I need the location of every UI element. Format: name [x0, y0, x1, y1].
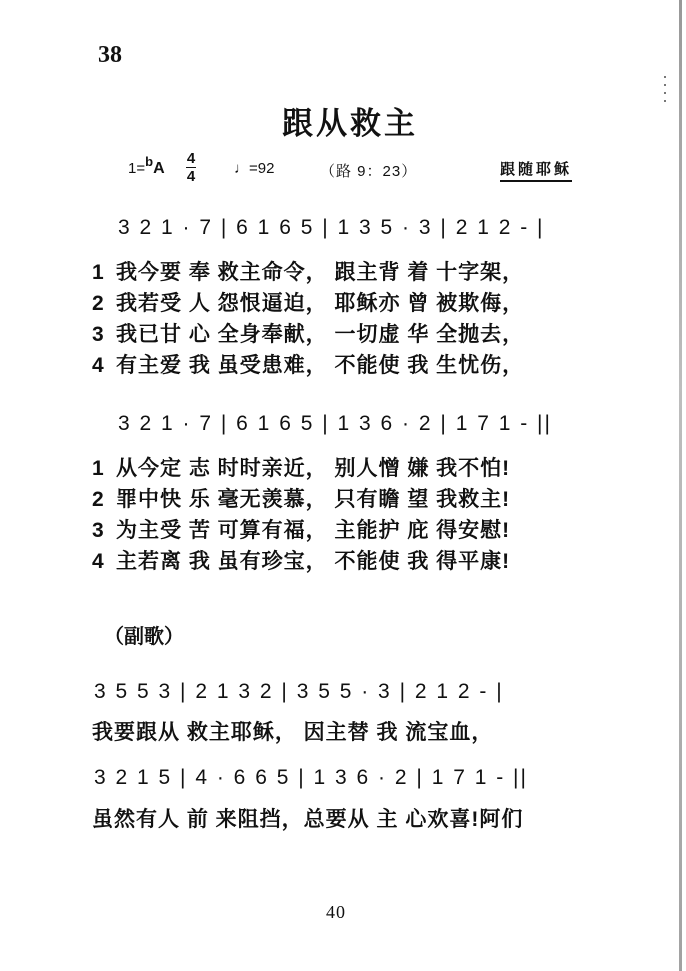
- lyric-text: 从今定 志 时时亲近， 别人憎 嫌 我不怕!: [116, 457, 511, 480]
- chorus-lyric-line-2: 虽然有人 前 来阻挡，总要从 主 心欢喜!阿们: [92, 808, 524, 831]
- tune-name: 跟随耶稣: [500, 158, 572, 182]
- page-number: 40: [326, 902, 346, 922]
- scripture-reference: （路 9：23）: [320, 163, 418, 180]
- chorus-notation-line-1: 3 5 5 3 | 2 1 3 2 | 3 5 5 · 3 | 2 1 2 - |: [94, 680, 504, 703]
- verse-number: 4: [92, 354, 105, 377]
- lyric-line: [92, 545, 510, 575]
- scan-speckles: [662, 70, 668, 110]
- time-signature: [186, 150, 196, 185]
- lyric-line: [92, 287, 524, 317]
- verse-number: 3: [92, 519, 105, 542]
- chorus-notation-line-2: 3 2 1 5 | 4 · 6 6 5 | 1 3 6 · 2 | 1 7 1 - ||: [94, 766, 528, 789]
- key-note: A: [153, 160, 165, 177]
- lyric-text: 罪中快 乐 毫无羡慕， 只有瞻 望 我救主!: [116, 488, 511, 511]
- verse-number: 1: [92, 261, 105, 284]
- verse-number: 3: [92, 323, 105, 346]
- key-signature: [128, 154, 165, 178]
- lyric-text: 为主受 苦 可算有福， 主能护 庇 得安慰!: [116, 519, 511, 542]
- lyric-text: 我若受 人 怨恨逼迫， 耶稣亦 曾 被欺侮，: [116, 292, 525, 315]
- verse-number: 1: [92, 457, 105, 480]
- hymn-title: 跟从救主: [282, 106, 418, 141]
- tempo-marking: ♩=92: [234, 160, 275, 177]
- lyric-line: [92, 318, 524, 348]
- lyric-line: [92, 256, 524, 286]
- flat-symbol: b: [145, 154, 154, 169]
- time-top: 4: [186, 150, 196, 167]
- key-prefix: 1=: [128, 160, 146, 177]
- lyric-text: 有主爱 我 虽受患难， 不能使 我 生忧伤，: [116, 354, 525, 377]
- lyric-text: 主若离 我 虽有珍宝， 不能使 我 得平康!: [116, 550, 511, 573]
- notation-line: 3 2 1 · 7 | 6 1 6 5 | 1 3 5 · 3 | 2 1 2 - |: [118, 216, 545, 239]
- scan-edge-shadow: [679, 0, 682, 971]
- lyric-line: [92, 483, 510, 513]
- verse-number: 4: [92, 550, 105, 573]
- lyric-line: [92, 452, 510, 482]
- chorus-lyric-line-1: 我要跟从 救主耶稣， 因主替 我 流宝血，: [92, 721, 494, 744]
- chorus-label: （副歌）: [104, 626, 184, 648]
- notation-line: 3 2 1 · 7 | 6 1 6 5 | 1 3 6 · 2 | 1 7 1 - ||: [118, 412, 552, 435]
- lyric-text: 我今要 奉 救主命令， 跟主背 着 十字架，: [116, 261, 525, 284]
- lyric-line: [92, 349, 524, 379]
- verse-number: 2: [92, 488, 105, 511]
- lyric-line: [92, 514, 510, 544]
- lyric-text: 我已甘 心 全身奉献， 一切虚 华 全抛去，: [116, 323, 525, 346]
- hymn-number: 38: [98, 42, 122, 68]
- verse-number: 2: [92, 292, 105, 315]
- time-bottom: 4: [186, 168, 196, 185]
